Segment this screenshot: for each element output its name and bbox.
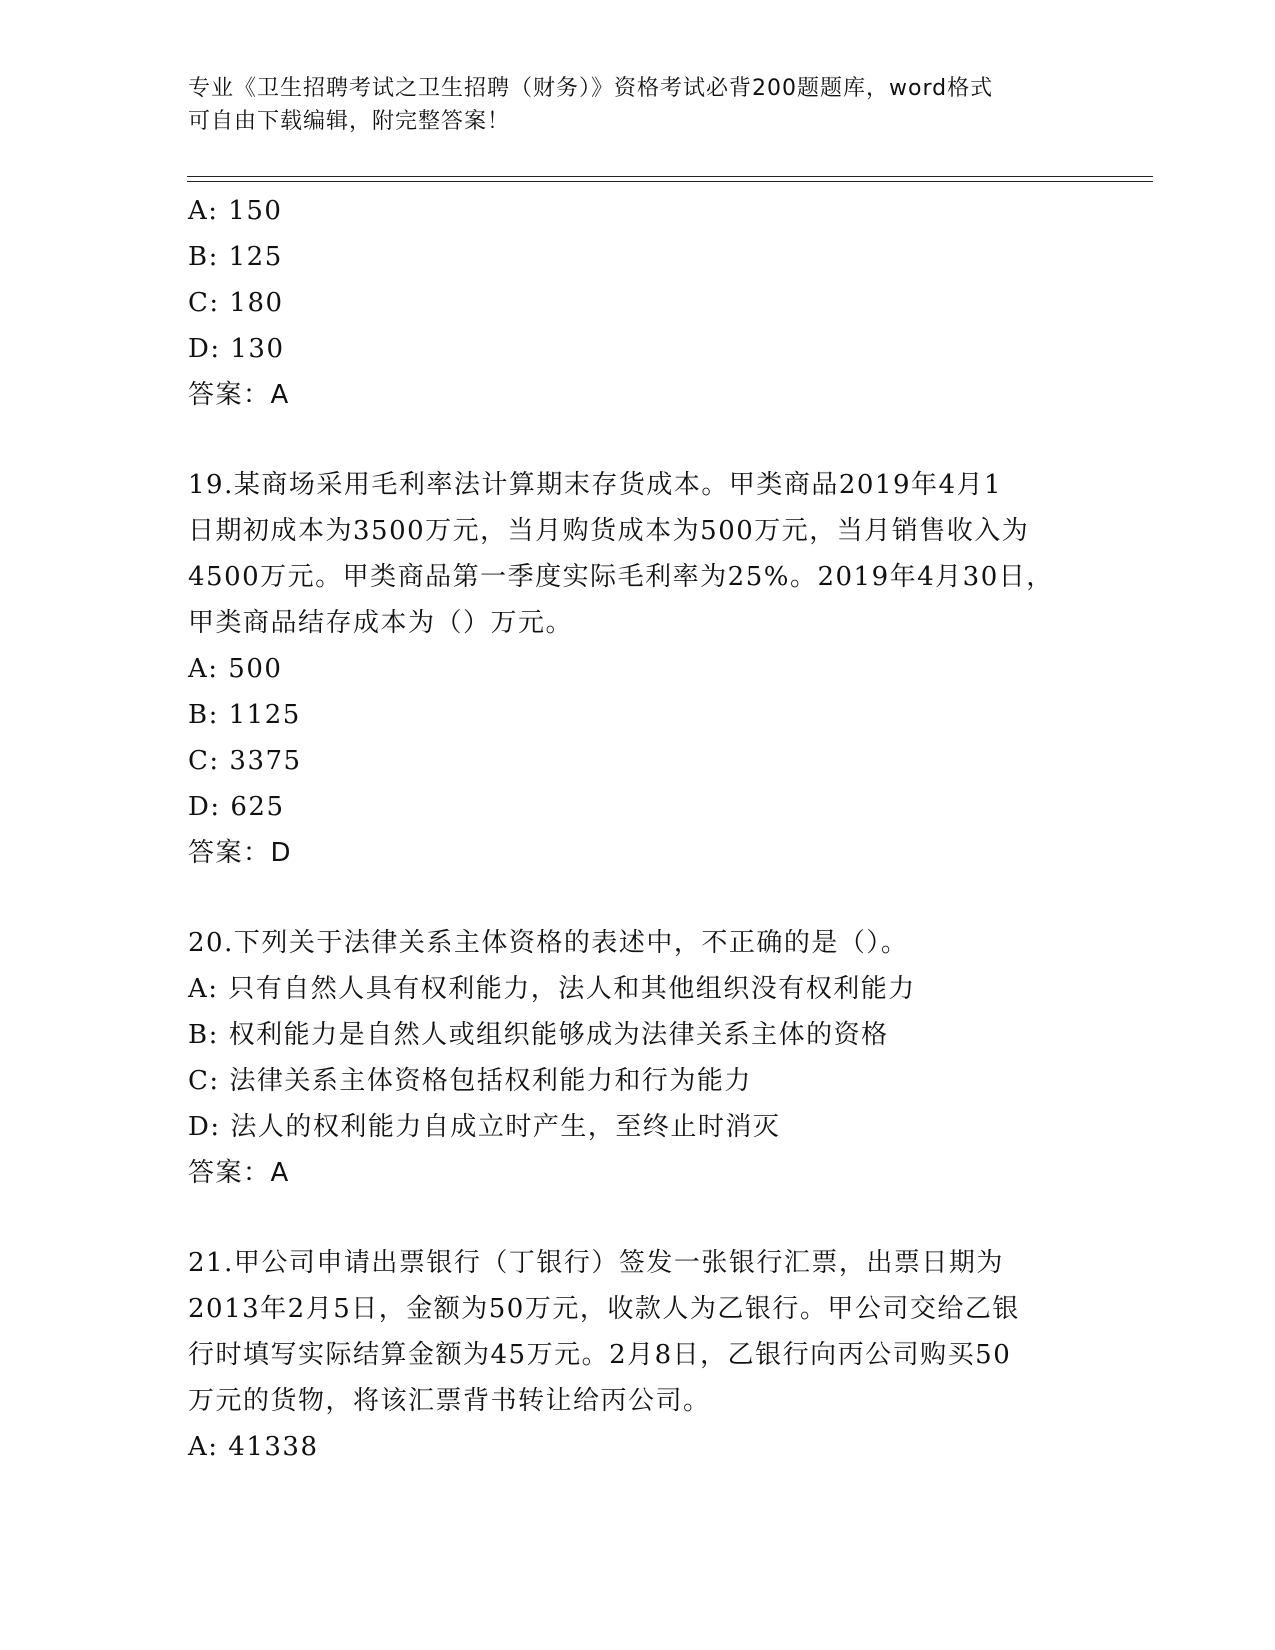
option-a: A: 500 — [188, 654, 283, 684]
option-d: D: 法人的权利能力自成立时产生，至终止时消灭 — [188, 1112, 781, 1142]
question-20 — [188, 920, 1088, 1196]
spacer — [188, 876, 1088, 920]
header-line-1: 专业《卫生招聘考试之卫生招聘（财务）》资格考试必背200题题库，word格式 — [188, 76, 994, 101]
option-d: D: 130 — [188, 334, 285, 364]
header-line-2: 可自由下载编辑，附完整答案！ — [188, 109, 511, 134]
question-stem-line: 2013年2月5日，金额为50万元，收款人为乙银行。甲公司交给乙银 — [188, 1294, 1020, 1324]
question-stem-line: 甲类商品结存成本为（）万元。 — [188, 608, 574, 638]
question-stem-line: 4500万元。甲类商品第一季度实际毛利率为25%。2019年4月30日， — [188, 562, 1054, 592]
question-stem-line: 日期初成本为3500万元，当月购货成本为500万元，当月销售收入为 — [188, 516, 1030, 546]
document-header — [188, 72, 1088, 138]
question-stem-line: 21.甲公司申请出票银行（丁银行）签发一张银行汇票，出票日期为 — [188, 1248, 1004, 1278]
spacer — [188, 1196, 1088, 1240]
option-a: A: 只有自然人具有权利能力，法人和其他组织没有权利能力 — [188, 974, 916, 1004]
option-a: A: 150 — [188, 196, 283, 226]
question-stem-line: 万元的货物，将该汇票背书转让给丙公司。 — [188, 1386, 711, 1416]
question-21 — [188, 1240, 1088, 1470]
header-divider-bottom — [187, 181, 1153, 182]
question-stem-line: 行时填写实际结算金额为45万元。2月8日，乙银行向丙公司购买50 — [188, 1340, 1012, 1370]
question-19 — [188, 462, 1088, 876]
question-stem-line: 20.下列关于法律关系主体资格的表述中，不正确的是（）。 — [188, 928, 909, 958]
option-c: C: 法律关系主体资格包括权利能力和行为能力 — [188, 1066, 752, 1096]
answer-label: 答案：A — [188, 380, 290, 410]
question-18-options — [188, 188, 1088, 418]
option-d: D: 625 — [188, 792, 285, 822]
option-c: C: 180 — [188, 288, 284, 318]
header-divider-top — [187, 176, 1153, 177]
option-b: B: 125 — [188, 242, 283, 272]
option-b: B: 权利能力是自然人或组织能够成为法律关系主体的资格 — [188, 1020, 889, 1050]
option-c: C: 3375 — [188, 746, 302, 776]
answer-label: 答案：D — [188, 838, 293, 868]
document-body — [188, 188, 1088, 1470]
spacer — [188, 418, 1088, 462]
option-a: A: 41338 — [188, 1432, 319, 1462]
question-stem-line: 19.某商场采用毛利率法计算期末存货成本。甲类商品2019年4月1 — [188, 470, 1003, 500]
answer-label: 答案：A — [188, 1158, 290, 1188]
option-b: B: 1125 — [188, 700, 301, 730]
